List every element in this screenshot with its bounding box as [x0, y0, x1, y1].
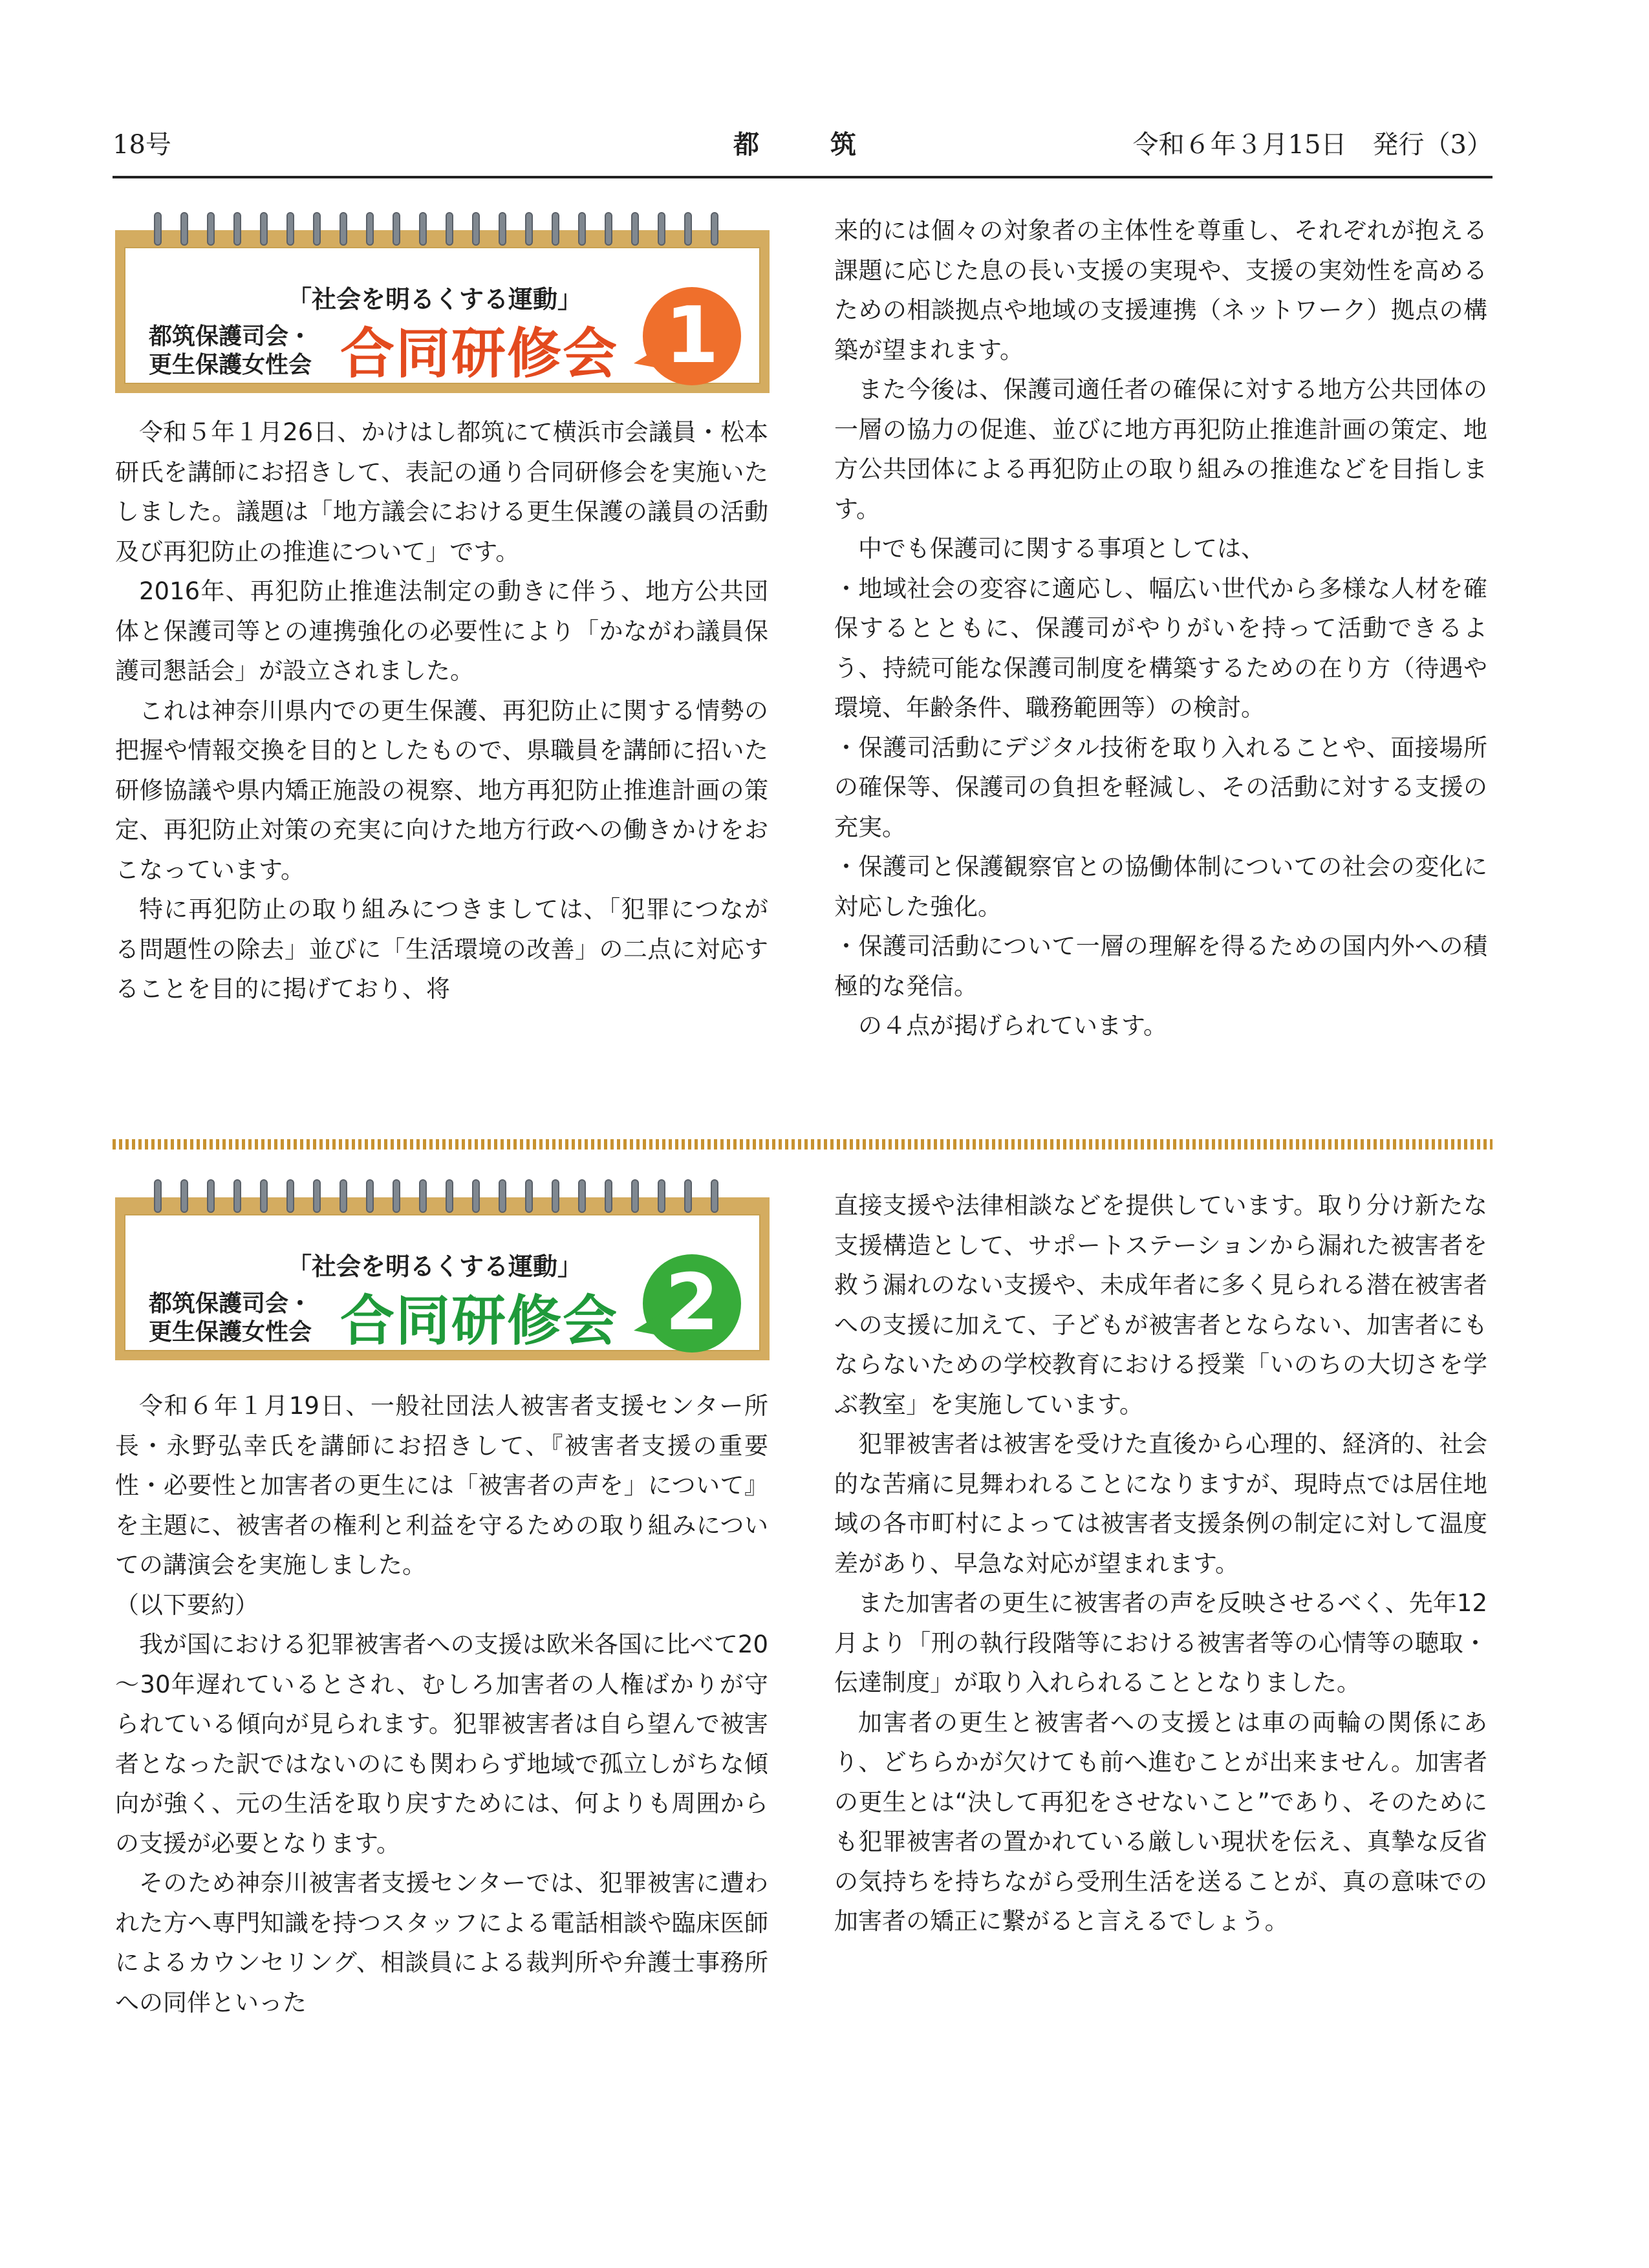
ring-icon — [154, 1179, 162, 1213]
ring-icon — [499, 212, 506, 246]
banner-title: 合同研修会 — [340, 322, 619, 385]
ring-icon — [313, 1179, 321, 1213]
ring-icon — [552, 212, 559, 246]
ring-icon — [313, 212, 321, 246]
ring-icon — [605, 212, 612, 246]
paragraph: 来的には個々の対象者の主体性を尊重し、それぞれが抱える課題に応じた息の長い支援の実現や、支援の実効性を高めるための相談拠点や地域の支援連携（ネットワーク）拠点の構築が望まれます。 — [834, 217, 1487, 364]
ring-icon — [605, 1179, 612, 1213]
ring-icon — [684, 1179, 692, 1213]
ring-icon — [631, 1179, 639, 1213]
ring-icon — [631, 212, 639, 246]
paragraph: 中でも保護司に関する事項としては、 — [858, 535, 1265, 562]
banner-title: 合同研修会 — [340, 1289, 619, 1353]
paragraph: 加害者の更生と被害者への支援とは車の両輪の関係にあり、どちらかが欠けても前へ進むことが出来ません。加害者の更生とは“決して再犯をさせないこと”であり、そのためにも犯罪被害者の置かれている厳しい現状を伝え、真摯な反省の気持ちを持ちながら受刑生活を送ることが、真の意味での加害者の矯正に繋がると言えるでしょう。 — [834, 1708, 1487, 1935]
ring-icon — [286, 1179, 294, 1213]
paragraph: 直接支援や法律相談などを提供しています。取り分け新たな支援構造として、サポートステーションから漏れた被害者を救う漏れのない支援や、未成年者に多く見られる潜在被害者への支援に加えて、子どもが被害者とならない、加害者にもならないための学校教育における授業「いのちの大切さを学ぶ教室」を実施しています。 — [834, 1192, 1487, 1418]
ring-icon — [472, 1179, 480, 1213]
paragraph: 令和６年１月19日、一般社団法人被害者支援センター所長・永野弘幸氏を講師にお招きして、『被害者支援の重要性・必要性と加害者の更生には「被害者の声を」について』を主題に、被害者の権利と利益を守るための取り組みについての講演会を実施しました。 — [115, 1392, 768, 1579]
ring-icon — [393, 212, 400, 246]
notebook-rings — [154, 212, 729, 246]
ring-icon — [711, 1179, 718, 1213]
ring-icon — [260, 212, 268, 246]
article1-banner — [115, 230, 770, 393]
ring-icon — [207, 1179, 215, 1213]
ring-icon — [578, 1179, 586, 1213]
ring-icon — [658, 1179, 665, 1213]
ring-icon — [499, 1179, 506, 1213]
ring-icon — [419, 212, 427, 246]
paragraph: 我が国における犯罪被害者への支援は欧米各国に比べて20～30年遅れているとされ、むしろ加害者の人権ばかりが守られている傾向が見られます。犯罪被害者は自ら望んで被害者となった訳ではないのにも関わらず地域で孤立しがちな傾向が強く、元の生活を取り戻すためには、何よりも周囲からの支援が必要となります。 — [115, 1631, 768, 1857]
ring-icon — [658, 212, 665, 246]
ring-icon — [180, 1179, 188, 1213]
article2-left-column — [115, 1386, 768, 2022]
ring-icon — [684, 212, 692, 246]
banner-movement: 「社会を明るくする運動」 — [287, 1252, 583, 1281]
ring-icon — [339, 1179, 347, 1213]
notebook-rings — [154, 1179, 729, 1213]
ring-icon — [260, 1179, 268, 1213]
bullet-item: ・保護司活動について一層の理解を得るための国内外への積極的な発信。 — [834, 932, 1487, 1000]
paragraph: 2016年、再犯防止推進法制定の動きに伴う、地方公共団体と保護司等との連携強化の必要性により「かながわ議員保護司懇話会」が設立されました。 — [115, 577, 768, 685]
ring-icon — [339, 212, 347, 246]
article2-right-column — [834, 1186, 1487, 1942]
banner-org-line1: 都筑保護司会・ — [149, 323, 312, 350]
ring-icon — [578, 212, 586, 246]
issue-number: 18号 — [113, 130, 171, 160]
bullet-item: ・保護司活動にデジタル技術を取り入れることや、面接場所の確保等、保護司の負担を軽減し、その活動に対する支援の充実。 — [834, 733, 1487, 841]
ring-icon — [525, 212, 533, 246]
banner-org-line1: 都筑保護司会・ — [149, 1290, 312, 1317]
banner-frame — [124, 1214, 760, 1351]
paragraph: また今後は、保護司適任者の確保に対する地方公共団体の一層の協力の促進、並びに地方再犯防止推進計画の策定、地方公共団体による再犯防止の取り組みの推進などを目指します。 — [834, 376, 1487, 523]
article2-banner — [115, 1197, 770, 1360]
ring-icon — [419, 1179, 427, 1213]
bullet-item: ・地域社会の変容に適応し、幅広い世代から多様な人材を確保するとともに、保護司がやりがいを持って活動できるよう、持続可能な保護司制度を構築するための在り方（待遇や環境、年齢条件、職務範囲等）の検討。 — [834, 574, 1487, 722]
article1-left-column — [115, 412, 768, 1009]
ring-icon — [233, 212, 241, 246]
ring-icon — [711, 212, 718, 246]
ring-icon — [446, 212, 453, 246]
paragraph: そのため神奈川被害者支援センターでは、犯罪被害に遭われた方へ専門知識を持つスタッフによる電話相談や臨床医師によるカウンセリング、相談員による裁判所や弁護士事務所への同伴といった — [115, 1869, 768, 2017]
publication-date: 令和６年３月15日 発行（3） — [1132, 130, 1493, 160]
paragraph: （以下要約） — [115, 1590, 259, 1619]
ring-icon — [525, 1179, 533, 1213]
paragraph: また加害者の更生に被害者の声を反映させるべく、先年12月より「刑の執行段階等における被害者等の心情等の聴取・伝達制度」が取り入れられることとなりました。 — [834, 1589, 1487, 1696]
ring-icon — [207, 212, 215, 246]
paragraph: これは神奈川県内での更生保護、再犯防止に関する情勢の把握や情報交換を目的としたもので、県職員を講師に招いた研修協議や県内矯正施設の視察、地方再犯防止推進計画の策定、再犯防止対策の充実に向けた地方行政への働きかけをおこなっています。 — [115, 696, 768, 884]
paragraph: 特に再犯防止の取り組みにつきましては、「犯罪につながる問題性の除去」並びに「生活環境の改善」の二点に対応することを目的に掲げており、将 — [115, 895, 768, 1003]
article1-right-column — [834, 211, 1487, 1046]
header-rule — [113, 176, 1493, 178]
bullet-item: ・保護司と保護観察官との協働体制についての社会の変化に対応した強化。 — [834, 853, 1487, 921]
paragraph: の４点が掲げられています。 — [858, 1012, 1168, 1040]
ring-icon — [366, 1179, 374, 1213]
ring-icon — [472, 212, 480, 246]
banner-movement: 「社会を明るくする運動」 — [287, 285, 583, 314]
banner-number-badge: 1 — [643, 287, 741, 385]
section-divider — [113, 1139, 1493, 1150]
banner-org-line2: 更生保護女性会 — [149, 1319, 312, 1345]
newsletter-title: 都筑 — [733, 129, 927, 160]
ring-icon — [552, 1179, 559, 1213]
ring-icon — [286, 212, 294, 246]
ring-icon — [180, 212, 188, 246]
banner-frame — [124, 247, 760, 384]
banner-org-line2: 更生保護女性会 — [149, 352, 312, 378]
ring-icon — [154, 212, 162, 246]
paragraph: 犯罪被害者は被害を受けた直後から心理的、経済的、社会的な苦痛に見舞われることになりますが、現時点では居住地域の各市町村によっては被害者支援条例の制定に対して温度差があり、早急な対応が望まれます。 — [834, 1430, 1487, 1578]
paragraph: 令和５年１月26日、かけはし都筑にて横浜市会議員・松本研氏を講師にお招きして、表記の通り合同研修会を実施いたしました。議題は「地方議会における更生保護の議員の活動及び再犯防止の推進について」です。 — [115, 418, 768, 566]
page-header — [113, 127, 1493, 172]
ring-icon — [233, 1179, 241, 1213]
ring-icon — [393, 1179, 400, 1213]
banner-number-badge: 2 — [643, 1254, 741, 1353]
ring-icon — [366, 212, 374, 246]
ring-icon — [446, 1179, 453, 1213]
